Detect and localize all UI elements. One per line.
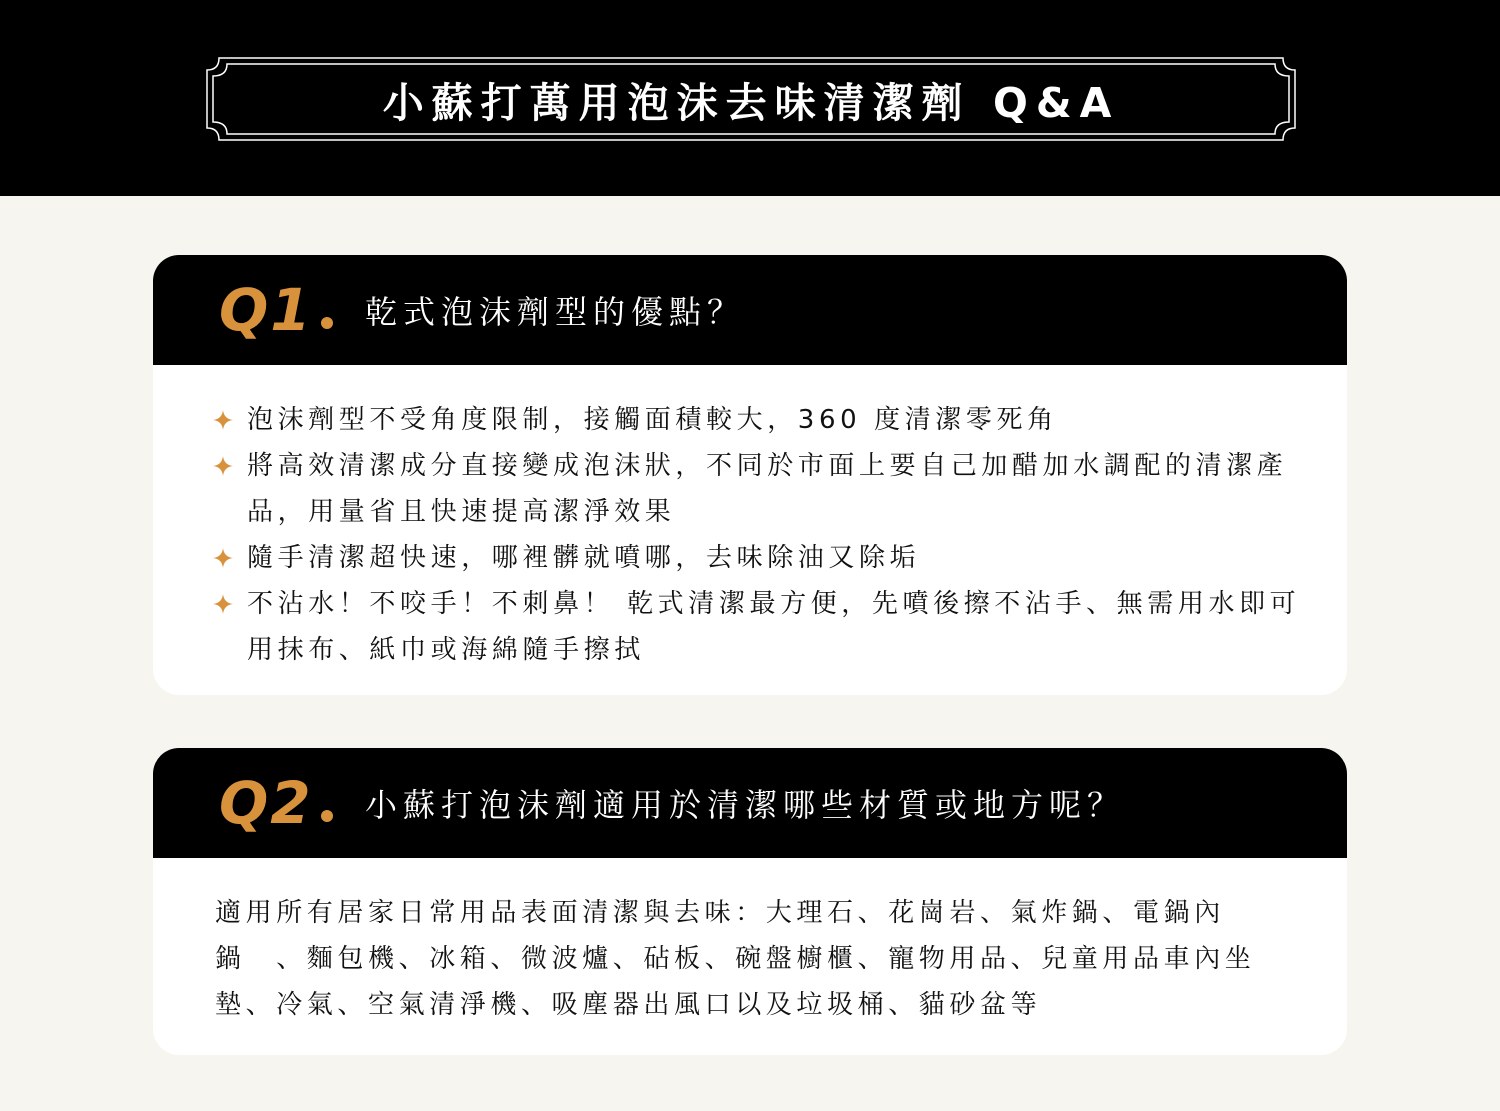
question-number-text: Q1	[219, 276, 313, 344]
title-frame	[205, 56, 1297, 142]
question-number	[219, 255, 333, 365]
answer-list	[211, 397, 1301, 673]
list-item-text: 將高效清潔成分直接變成泡沫狀，不同於市面上要自己加醋加水調配的清潔產品，用量省且快速提高潔淨效果	[247, 451, 1288, 527]
qa-card-1	[153, 255, 1347, 695]
list-item	[211, 397, 1301, 443]
qa-card-2	[153, 748, 1347, 1055]
question-number-text: Q2	[219, 769, 313, 837]
question-number	[219, 748, 333, 858]
four-point-star-icon	[213, 594, 233, 614]
four-point-star-icon	[213, 456, 233, 476]
list-item-text: 不沾水！不咬手！不刺鼻！ 乾式清潔最方便，先噴後擦不沾手、無需用水即可用抹布、紙巾或海綿隨手擦拭	[247, 589, 1301, 665]
question-text: 乾式泡沫劑型的優點？	[365, 293, 746, 331]
question-text: 小蘇打泡沫劑適用於清潔哪些材質或地方呢？	[365, 786, 1126, 824]
answer-text: 適用所有居家日常用品表面清潔與去味：大理石、花崗岩、氣炸鍋、電鍋內鍋 、麵包機、冰箱、微波爐、砧板、碗盤櫥櫃、寵物用品、兒童用品車內坐墊、冷氣、空氣清淨機、吸塵器出風口以及垃圾桶、貓砂盆等	[215, 898, 1256, 1020]
list-item	[211, 535, 1301, 581]
four-point-star-icon	[213, 548, 233, 568]
dot-icon	[321, 810, 333, 822]
list-item-text: 隨手清潔超快速，哪裡髒就噴哪，去味除油又除垢	[247, 543, 921, 573]
dot-icon	[321, 317, 333, 329]
list-item	[211, 443, 1301, 535]
list-item	[211, 581, 1301, 673]
list-item-text: 泡沫劑型不受角度限制，接觸面積較大，360 度清潔零死角	[247, 405, 1058, 435]
four-point-star-icon	[213, 410, 233, 430]
question-header	[153, 255, 1347, 365]
header-band	[0, 0, 1500, 196]
page-title: 小蘇打萬用泡沫去味清潔劑 Q&A	[382, 78, 1120, 127]
question-header	[153, 748, 1347, 858]
